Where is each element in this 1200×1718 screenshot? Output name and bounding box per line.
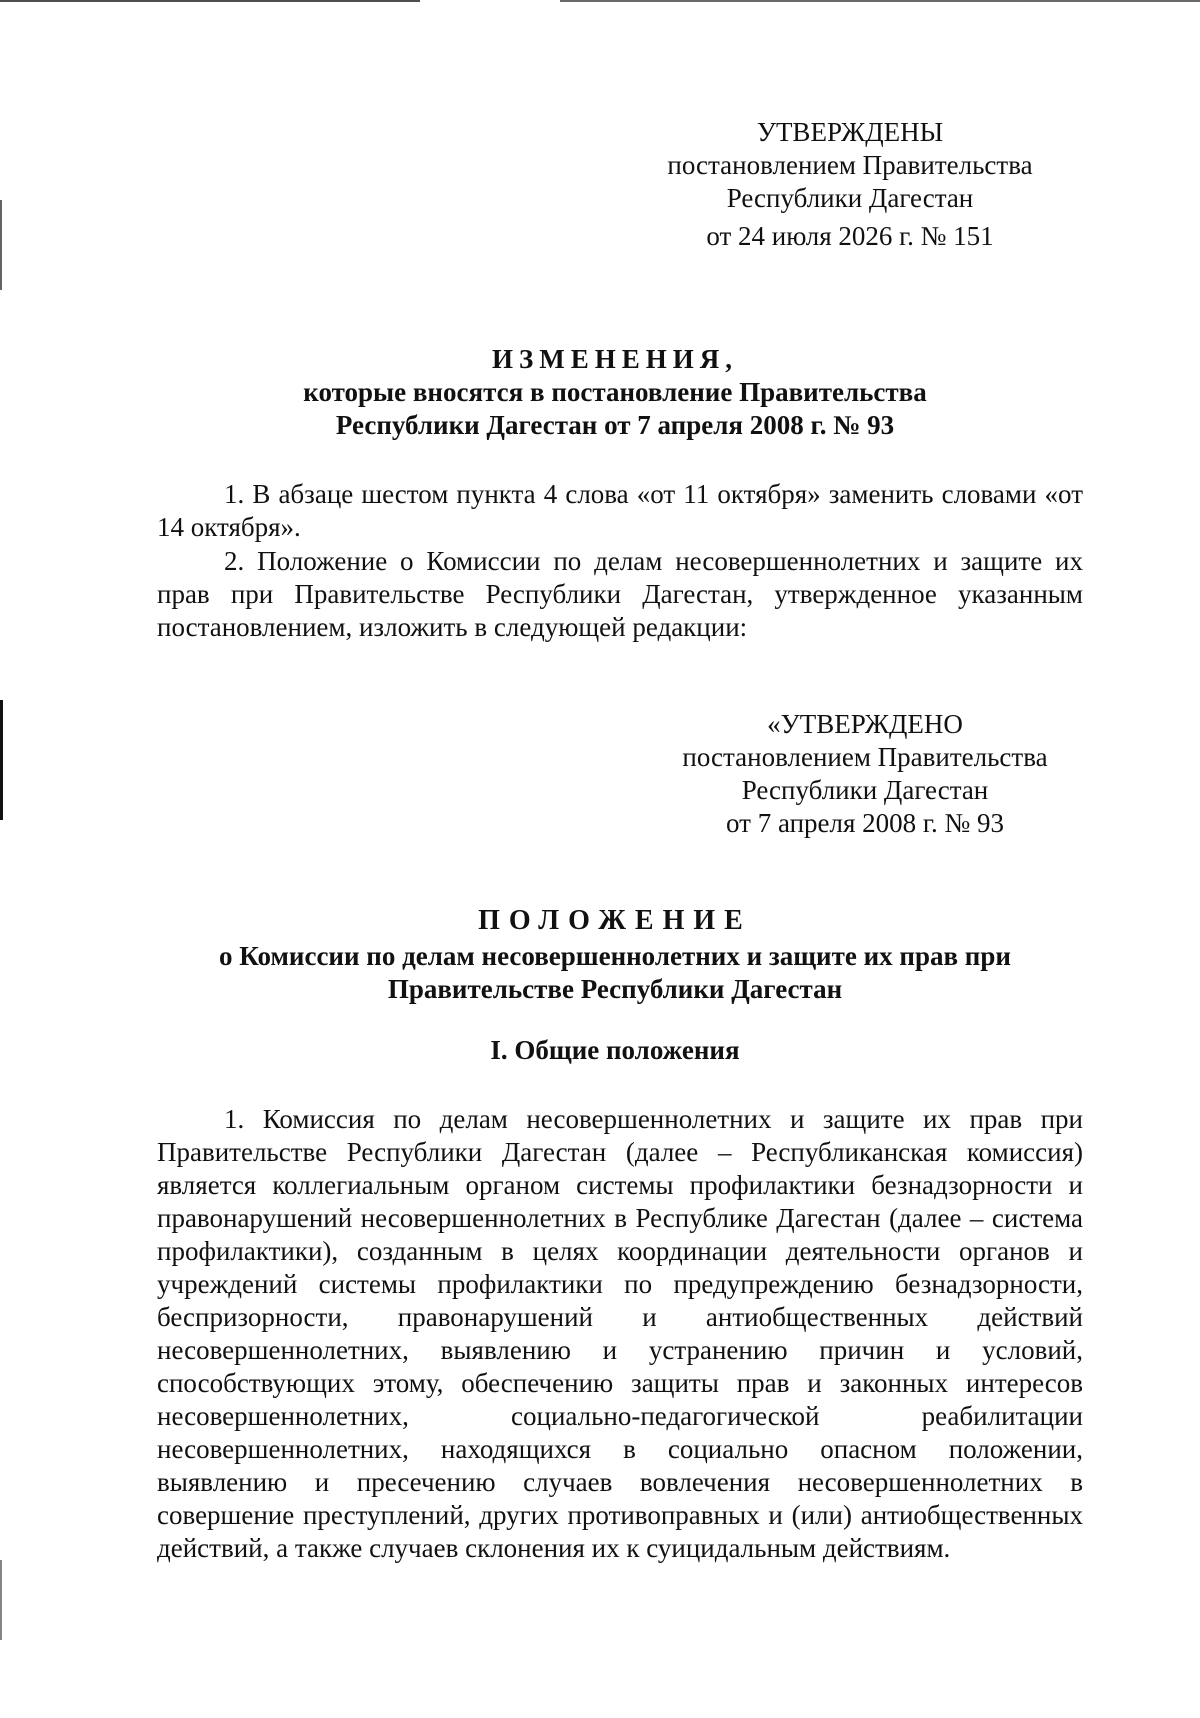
changes-heading: ИЗМЕНЕНИЯ, (491, 344, 738, 374)
regulation-subtitle: Правительстве Республики Дагестан (387, 974, 843, 1004)
changes-subtitle: Республики Дагестан от 7 апреля 2008 г. № 93 (335, 410, 895, 440)
regulation-heading: ПОЛОЖЕНИЕ (478, 905, 752, 936)
approval-date: от 24 июля 2026 г. № 151 (706, 221, 994, 251)
approval-heading: «УТВЕРЖДЕНО (767, 709, 963, 739)
scan-edge-artifact (0, 1560, 2, 1640)
regulation-subtitle: о Комиссии по делам несовершеннолетних и защите их прав при (219, 941, 1011, 971)
section-heading: I. Общие положения (490, 1035, 740, 1065)
changes-subtitle: которые вносятся в постановление Правительства (303, 377, 927, 407)
scan-edge-artifact (0, 0, 1200, 2)
scan-edge-artifact (0, 700, 3, 820)
approval-stamp-inner (650, 708, 1080, 840)
scan-edge-artifact (0, 200, 2, 290)
change-item-2: 2. Положение о Комиссии по делам несовершеннолетних и защите их прав при Правительстве Республики Дагестан, утвержденное указанным постановлением, изложить в следующей редакции: (157, 546, 1083, 642)
approval-stamp-top (640, 116, 1060, 253)
changes-title (140, 343, 1090, 442)
change-item-1: 1. В абзаце шестом пункта 4 слова «от 11 октября» заменить словами «от 14 октября». (157, 479, 1083, 542)
approval-line: постановлением Правительства (682, 742, 1048, 772)
approval-date: от 7 апреля 2008 г. № 93 (726, 808, 1004, 838)
approval-line: Республики Дагестан (726, 183, 974, 213)
regulation-title (140, 904, 1090, 1006)
approval-line: постановлением Правительства (667, 150, 1033, 180)
section-paragraph-1: 1. Комиссия по делам несовершеннолетних и защите их прав при Правительстве Республики Дагестан (далее – Республиканская комиссия) является коллегиальным органом системы профилактики безнадзорности и правонарушений несовершеннолетних в Республике Дагестан (далее – система профилактики), созданным в целях координации деятельности органов и учреждений системы профилактики по предупреждению безнадзорности, беспризорности, правонарушений и антиобщественных действий несовершеннолетних, выявлению и устранению причин и условий, способствующих этому, обеспечению защиты прав и законных интересов несовершеннолетних, социально-педагогической реабилитации несовершеннолетних, находящихся в социально опасном положении, выявлению и пресечению случаев вовлечения несовершеннолетних в совершение преступлений, других противоправных и (или) антиобщественных действий, а также случаев склонения их к суицидальным действиям. (157, 1104, 1083, 1563)
approval-line: Республики Дагестан (741, 775, 989, 805)
approval-heading: УТВЕРЖДЕНЫ (756, 117, 944, 147)
